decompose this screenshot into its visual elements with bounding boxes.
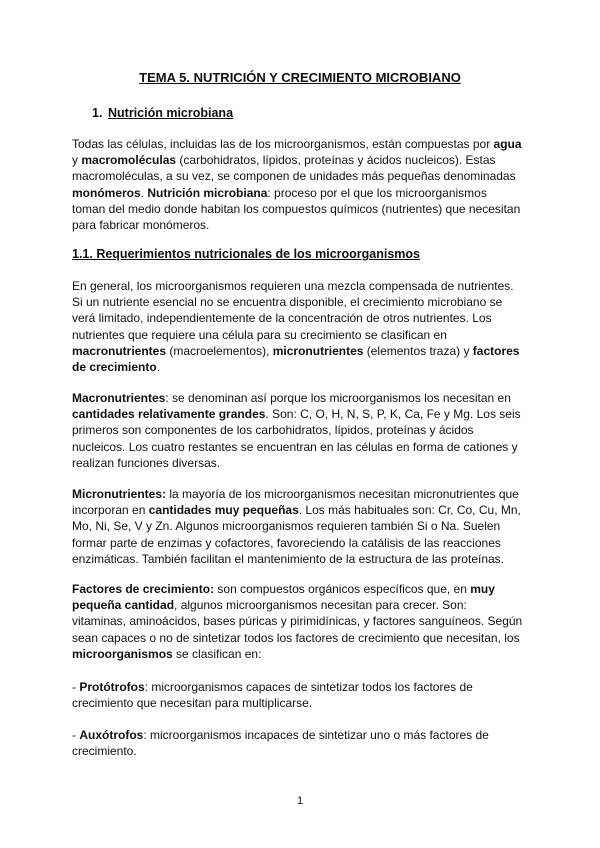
- text-line: crecimiento que necesitan para multiplicarse.: [72, 696, 313, 711]
- text-line: primeros son componentes de los carbohidratos, lípidos, proteínas y ácidos: [72, 423, 474, 438]
- text-line: realizan funciones diversas.: [72, 455, 221, 470]
- text-line: macromoléculas, a su vez, se componen de unidades más pequeñas denominadas: [72, 169, 516, 184]
- paragraph-requirements: [72, 278, 532, 375]
- text: incorporan en: [72, 503, 149, 518]
- bold-text: agua: [493, 137, 522, 151]
- paragraph-intro: [72, 136, 532, 233]
- paragraph-prototrophs: [72, 679, 532, 711]
- bold-text: Micronutrientes:: [72, 487, 167, 501]
- text: (macroelementos),: [166, 343, 273, 358]
- text: Todas las células, incluidas las de los microorganismos, están compuestas por: [72, 137, 494, 151]
- bold-text: Auxótrofos: [79, 728, 144, 742]
- bold-text: de crecimiento: [72, 360, 157, 375]
- text-line: formar parte de enzimas y cofactores, favoreciendo la catálisis de las reacciones: [72, 535, 501, 550]
- bold-text: micronutrientes: [272, 343, 364, 358]
- paragraph-auxotrophs: [72, 727, 532, 759]
- text-line: sean capaces o no de sintetizar todos los factores de crecimiento que necesitan, los: [72, 630, 520, 645]
- text-line: enzimáticas. También facilitan el mantenimiento de la estructura de las proteínas.: [72, 551, 505, 566]
- text: : se denominan así porque los microorganismos los necesitan en: [165, 391, 511, 405]
- text: y: [72, 153, 82, 168]
- bold-text: pequeña cantidad: [72, 598, 175, 613]
- bold-text: Factores de crecimiento:: [72, 582, 215, 596]
- text-line: En general, los microorganismos requieren una mezcla compensada de nutrientes.: [72, 279, 514, 293]
- paragraph-macronutrients: [72, 390, 532, 471]
- text: .: [156, 360, 161, 375]
- text: .: [140, 185, 148, 200]
- text: : microorganismos incapaces de sintetizar uno o más factores de: [143, 728, 489, 742]
- bold-text: cantidades muy pequeñas: [148, 503, 299, 518]
- text-line: Si un nutriente esencial no se encuentra disponible, el crecimiento microbiano se: [72, 295, 503, 310]
- bold-text: muy: [470, 582, 495, 596]
- text-line: Mo, Ni, Se, V y Zn. Algunos microorganismos requieren también Si o Na. Suelen: [72, 519, 501, 534]
- text-line: nucleicos. Los cuatro restantes se encuentran en las células en forma de cationes y: [72, 439, 518, 454]
- text-line: toman del medio donde habitan los compuestos químicos (nutrientes) que necesitan: [72, 201, 521, 216]
- bold-text: macromoléculas: [81, 153, 177, 168]
- text: la mayoría de los microorganismos necesitan micronutrientes que: [166, 487, 519, 501]
- section-title: Nutrición microbiana: [108, 106, 234, 120]
- bold-text: Protótrofos: [79, 680, 145, 694]
- text: : proceso por el que los microorganismos: [267, 185, 487, 200]
- bold-text: Macronutrientes: [72, 391, 166, 405]
- text: -: [72, 680, 80, 694]
- bold-text: microorganismos: [72, 646, 173, 661]
- bold-text: factores: [472, 343, 520, 358]
- text: . Son: C, O, H, N, S, P, K, Ca, Fe y Mg. Los seis: [265, 407, 521, 422]
- paragraph-micronutrients: [72, 486, 532, 567]
- text: son compuestos orgánicos específicos que, en: [214, 582, 471, 596]
- subsection-heading-1-1: 1.1. Requerimientos nutricionales de los microorganismos: [72, 247, 421, 261]
- bold-text: monómeros: [72, 185, 141, 200]
- bold-text: Nutrición microbiana: [147, 185, 268, 200]
- text: , algunos microorganismos necesitan para crecer. Son:: [174, 598, 467, 613]
- text: (elementos traza) y: [363, 343, 473, 358]
- section-heading-1: [92, 106, 233, 120]
- paragraph-growth-factors: [72, 581, 532, 662]
- text: se clasifican en:: [172, 646, 262, 661]
- page-number: 1: [296, 795, 304, 807]
- bold-text: macronutrientes: [72, 343, 167, 358]
- document-title: TEMA 5. NUTRICIÓN Y CRECIMIENTO MICROBIANO: [139, 70, 461, 85]
- text-line: nutrientes que requiere una célula para su crecimiento se clasifican en: [72, 327, 447, 342]
- section-number: 1.: [92, 106, 103, 120]
- bold-text: cantidades relativamente grandes: [72, 407, 266, 422]
- text-line: crecimiento.: [72, 744, 137, 759]
- text: . Los más habituales son: Cr, Co, Cu, Mn,: [298, 503, 521, 518]
- text: (carbohidratos, lípidos, proteínas y ácidos nucleicos). Estas: [176, 153, 496, 168]
- text-line: vitaminas, aminoácidos, bases púricas y pirimidínicas, y factores sanguíneos. Según: [72, 614, 523, 629]
- text: : microorganismos capaces de sintetizar todos los factores de: [144, 680, 473, 694]
- text: -: [72, 728, 80, 742]
- text-line: para fabricar monómeros.: [72, 218, 210, 233]
- text-line: verá limitado, independientemente de la concentración de otros nutrientes. Los: [72, 311, 492, 326]
